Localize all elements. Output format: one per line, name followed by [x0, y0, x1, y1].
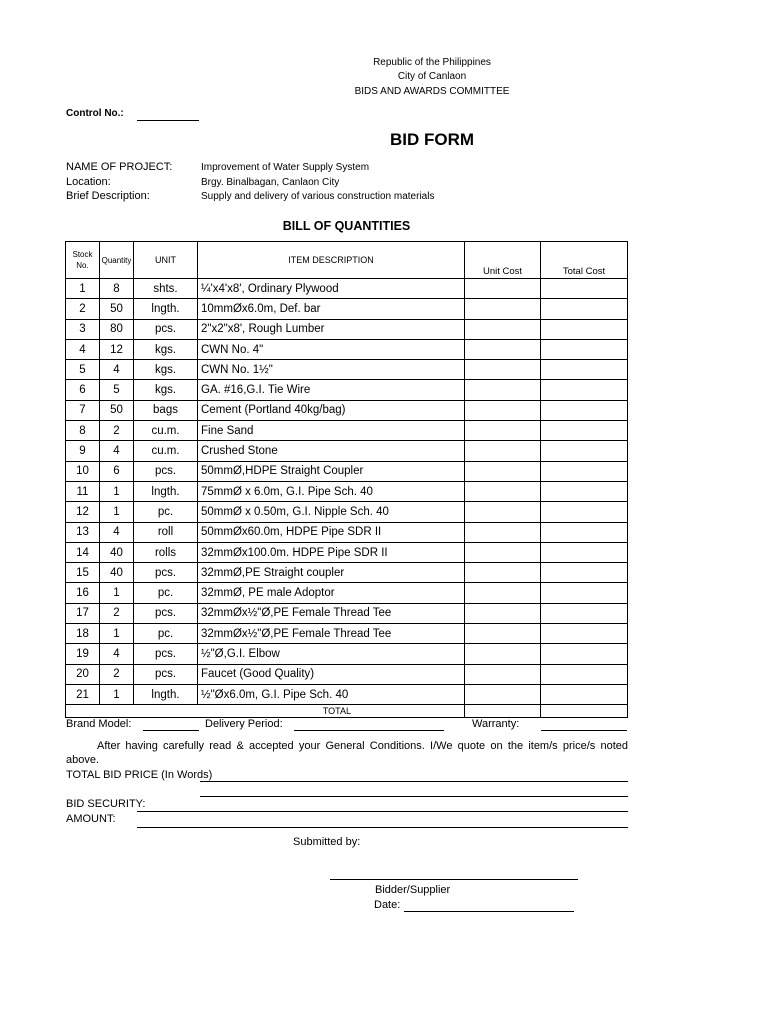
stock-no-cell: 9 [66, 441, 100, 461]
total-cost-cell[interactable] [541, 563, 628, 583]
table-row [66, 664, 628, 684]
item-description-cell: 32mmØx½"Ø,PE Female Thread Tee [198, 603, 465, 623]
quantity-cell: 5 [100, 380, 134, 400]
table-row [66, 481, 628, 501]
unit-cost-cell[interactable] [465, 684, 541, 704]
unit-cell: lngth. [134, 684, 198, 704]
col-unit-cost: Unit Cost [465, 242, 541, 279]
total-cost-cell[interactable] [541, 380, 628, 400]
total-unit-cost-cell[interactable] [465, 705, 541, 718]
unit-cost-cell[interactable] [465, 563, 541, 583]
item-description-cell: 50mmØx60.0m, HDPE Pipe SDR II [198, 522, 465, 542]
quantity-cell: 1 [100, 583, 134, 603]
quantity-cell: 6 [100, 461, 134, 481]
unit-cell: pcs. [134, 563, 198, 583]
unit-cost-cell[interactable] [465, 664, 541, 684]
quantity-cell: 1 [100, 684, 134, 704]
total-bid-price-field[interactable] [200, 769, 628, 782]
stock-no-cell: 16 [66, 583, 100, 603]
unit-cost-cell[interactable] [465, 441, 541, 461]
amount-field[interactable] [137, 815, 628, 828]
header-committee: BIDS AND AWARDS COMMITTEE [354, 86, 510, 97]
col-item-description: ITEM DESCRIPTION [198, 242, 465, 279]
quantity-cell: 8 [100, 279, 134, 299]
col-stock-no: Stock No. [66, 242, 100, 279]
unit-cell: cu.m. [134, 421, 198, 441]
bidder-supplier-label: Bidder/Supplier [375, 884, 451, 896]
item-description-cell: 32mmØ,PE Straight coupler [198, 563, 465, 583]
location-label: Location: [66, 176, 111, 188]
stock-no-cell: 18 [66, 624, 100, 644]
table-row [66, 299, 628, 319]
total-cost-cell[interactable] [541, 441, 628, 461]
unit-cell: shts. [134, 279, 198, 299]
unit-cost-cell[interactable] [465, 522, 541, 542]
form-title: BID FORM [389, 130, 475, 149]
unit-cost-cell[interactable] [465, 339, 541, 359]
stock-no-cell: 15 [66, 563, 100, 583]
stock-no-cell: 14 [66, 542, 100, 562]
total-cost-cell[interactable] [541, 583, 628, 603]
unit-cell: pcs. [134, 603, 198, 623]
brand-model-label: Brand Model: [66, 718, 132, 730]
unit-cost-cell[interactable] [465, 542, 541, 562]
item-description-cell: Faucet (Good Quality) [198, 664, 465, 684]
total-cost-cell[interactable] [541, 481, 628, 501]
col-unit: UNIT [134, 242, 198, 279]
unit-cell: cu.m. [134, 441, 198, 461]
table-row [66, 563, 628, 583]
item-description-cell: 32mmØ, PE male Adoptor [198, 583, 465, 603]
item-description-cell: Cement (Portland 40kg/bag) [198, 400, 465, 420]
quantity-cell: 1 [100, 481, 134, 501]
table-row [66, 279, 628, 299]
total-cost-cell[interactable] [541, 644, 628, 664]
unit-cost-cell[interactable] [465, 583, 541, 603]
unit-cell: rolls [134, 542, 198, 562]
brand-model-field[interactable] [143, 718, 199, 731]
total-cost-cell[interactable] [541, 339, 628, 359]
total-cost-cell[interactable] [541, 360, 628, 380]
unit-cost-cell[interactable] [465, 502, 541, 522]
item-description-cell: 50mmØ x 0.50m, G.I. Nipple Sch. 40 [198, 502, 465, 522]
grand-total-cell[interactable] [541, 705, 628, 718]
stock-no-cell: 5 [66, 360, 100, 380]
unit-cell: bags [134, 400, 198, 420]
quantity-cell: 40 [100, 563, 134, 583]
boq-title: BILL OF QUANTITIES [282, 219, 411, 233]
table-row [66, 461, 628, 481]
quantity-cell: 1 [100, 502, 134, 522]
unit-cost-cell[interactable] [465, 400, 541, 420]
stock-no-cell: 12 [66, 502, 100, 522]
bid-security-label: BID SECURITY: [66, 798, 146, 810]
acceptance-statement: After having carefully read & accepted your General Conditions. I/We quote on the item/s price/s noted above. [66, 740, 628, 766]
location-value: Brgy. Binalbagan, Canlaon City [201, 177, 340, 188]
bid-security-field[interactable] [137, 800, 628, 812]
unit-cell: roll [134, 522, 198, 542]
unit-cost-cell[interactable] [465, 461, 541, 481]
table-row [66, 502, 628, 522]
table-row [66, 583, 628, 603]
description-label: Brief Description: [66, 190, 150, 202]
quantity-cell: 50 [100, 299, 134, 319]
quantity-cell: 4 [100, 644, 134, 664]
table-row [66, 380, 628, 400]
item-description-cell: 10mmØx6.0m, Def. bar [198, 299, 465, 319]
quantity-cell: 40 [100, 542, 134, 562]
quantity-cell: 4 [100, 522, 134, 542]
table-header-row [66, 242, 628, 279]
item-description-cell: 2"x2"x8', Rough Lumber [198, 319, 465, 339]
item-description-cell: ¼'x4'x8', Ordinary Plywood [198, 279, 465, 299]
total-cost-cell[interactable] [541, 279, 628, 299]
unit-cell: pc. [134, 624, 198, 644]
stock-no-cell: 11 [66, 481, 100, 501]
table-row [66, 400, 628, 420]
total-cost-cell[interactable] [541, 684, 628, 704]
table-row [66, 319, 628, 339]
total-cost-cell[interactable] [541, 542, 628, 562]
project-name-value: Improvement of Water Supply System [201, 162, 370, 173]
table-row [66, 624, 628, 644]
stock-no-cell: 21 [66, 684, 100, 704]
date-label: Date: [374, 899, 401, 911]
col-total-cost: Total Cost [541, 242, 628, 279]
delivery-period-field[interactable] [294, 718, 444, 731]
total-row [66, 705, 628, 718]
total-label: TOTAL [66, 705, 465, 718]
total-cost-cell[interactable] [541, 522, 628, 542]
item-description-cell: GA. #16,G.I. Tie Wire [198, 380, 465, 400]
item-description-cell: ½"Ø,G.I. Elbow [198, 644, 465, 664]
item-description-cell: 32mmØx100.0m. HDPE Pipe SDR II [198, 542, 465, 562]
item-description-cell: 75mmØ x 6.0m, G.I. Pipe Sch. 40 [198, 481, 465, 501]
quantity-cell: 4 [100, 441, 134, 461]
total-cost-cell[interactable] [541, 603, 628, 623]
unit-cost-cell[interactable] [465, 644, 541, 664]
stock-no-cell: 4 [66, 339, 100, 359]
table-row [66, 644, 628, 664]
quantity-cell: 2 [100, 603, 134, 623]
unit-cost-cell[interactable] [465, 380, 541, 400]
stock-no-cell: 1 [66, 279, 100, 299]
stock-no-cell: 6 [66, 380, 100, 400]
unit-cell: kgs. [134, 360, 198, 380]
table-row [66, 684, 628, 704]
quantity-cell: 2 [100, 421, 134, 441]
stock-no-cell: 19 [66, 644, 100, 664]
unit-cell: pcs. [134, 461, 198, 481]
total-cost-cell[interactable] [541, 421, 628, 441]
quantity-cell: 80 [100, 319, 134, 339]
stock-no-cell: 17 [66, 603, 100, 623]
unit-cell: lngth. [134, 481, 198, 501]
project-name-label: NAME OF PROJECT: [66, 161, 173, 173]
unit-cell: pcs. [134, 319, 198, 339]
table-row [66, 542, 628, 562]
unit-cost-cell[interactable] [465, 279, 541, 299]
total-cost-cell[interactable] [541, 319, 628, 339]
item-description-cell: CWN No. 4" [198, 339, 465, 359]
description-value: Supply and delivery of various construction materials [201, 191, 435, 202]
stock-no-cell: 10 [66, 461, 100, 481]
unit-cell: pcs. [134, 644, 198, 664]
warranty-label: Warranty: [472, 718, 520, 730]
total-bid-price-label: TOTAL BID PRICE (In Words) [66, 769, 213, 781]
header-city: City of Canlaon [397, 71, 467, 82]
col-quantity: Quantity [100, 242, 134, 279]
stock-no-cell: 3 [66, 319, 100, 339]
item-description-cell: Fine Sand [198, 421, 465, 441]
control-no-label: Control No.: [66, 108, 124, 119]
unit-cell: pc. [134, 502, 198, 522]
total-cost-cell[interactable] [541, 624, 628, 644]
total-bid-price-field-2[interactable] [200, 786, 628, 797]
bill-of-quantities-table [65, 241, 628, 718]
unit-cost-cell[interactable] [465, 421, 541, 441]
amount-label: AMOUNT: [66, 813, 116, 825]
quantity-cell: 2 [100, 664, 134, 684]
unit-cell: kgs. [134, 339, 198, 359]
submitted-by-label: Submitted by: [293, 836, 361, 848]
bidder-signature-line[interactable] [330, 868, 578, 880]
table-row [66, 441, 628, 461]
total-cost-cell[interactable] [541, 502, 628, 522]
item-description-cell: CWN No. 1½" [198, 360, 465, 380]
unit-cost-cell[interactable] [465, 603, 541, 623]
unit-cost-cell[interactable] [465, 360, 541, 380]
table-row [66, 360, 628, 380]
warranty-field[interactable] [541, 718, 627, 731]
item-description-cell: 32mmØx½"Ø,PE Female Thread Tee [198, 624, 465, 644]
table-row [66, 421, 628, 441]
item-description-cell: 50mmØ,HDPE Straight Coupler [198, 461, 465, 481]
total-cost-cell[interactable] [541, 400, 628, 420]
date-field[interactable] [404, 899, 574, 912]
quantity-cell: 50 [100, 400, 134, 420]
control-no-field[interactable] [137, 107, 199, 121]
unit-cost-cell[interactable] [465, 319, 541, 339]
stock-no-cell: 20 [66, 664, 100, 684]
stock-no-cell: 2 [66, 299, 100, 319]
stock-no-cell: 13 [66, 522, 100, 542]
table-row [66, 522, 628, 542]
item-description-cell: ½"Øx6.0m, G.I. Pipe Sch. 40 [198, 684, 465, 704]
total-cost-cell[interactable] [541, 461, 628, 481]
item-description-cell: Crushed Stone [198, 441, 465, 461]
unit-cell: pc. [134, 583, 198, 603]
unit-cost-cell[interactable] [465, 624, 541, 644]
total-cost-cell[interactable] [541, 664, 628, 684]
total-cost-cell[interactable] [541, 299, 628, 319]
header-republic: Republic of the Philippines [373, 57, 491, 68]
stock-no-cell: 8 [66, 421, 100, 441]
unit-cell: lngth. [134, 299, 198, 319]
unit-cost-cell[interactable] [465, 299, 541, 319]
stock-no-cell: 7 [66, 400, 100, 420]
unit-cell: kgs. [134, 380, 198, 400]
quantity-cell: 4 [100, 360, 134, 380]
unit-cost-cell[interactable] [465, 481, 541, 501]
quantity-cell: 12 [100, 339, 134, 359]
table-row [66, 603, 628, 623]
unit-cell: pcs. [134, 664, 198, 684]
quantity-cell: 1 [100, 624, 134, 644]
delivery-period-label: Delivery Period: [205, 718, 283, 730]
table-row [66, 339, 628, 359]
